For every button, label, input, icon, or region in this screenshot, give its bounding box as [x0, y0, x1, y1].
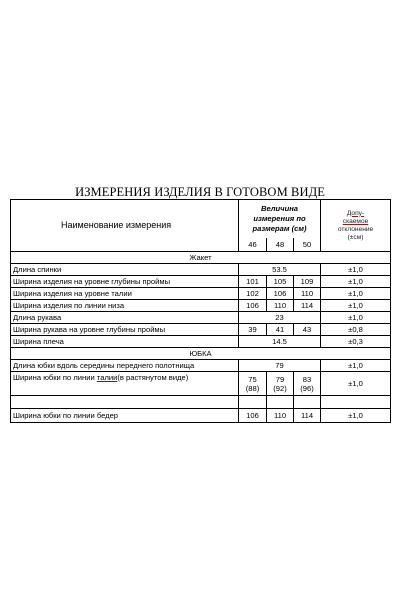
size-column-header: Величина измерения по размерам (см)	[239, 200, 321, 238]
section-title: ЮБКА	[11, 348, 391, 360]
measure-label: Ширина изделия на уровне глубины проймы	[11, 276, 239, 288]
measure-value-main: 75	[248, 374, 257, 384]
measure-value: 43	[294, 324, 321, 336]
section-row-skirt	[11, 348, 391, 360]
tolerance-value: ±1,0	[321, 264, 391, 276]
empty-cell	[11, 396, 239, 409]
tolerance-label-4: (±см)	[347, 233, 364, 241]
tolerance-column-header	[321, 200, 391, 252]
table-row	[11, 336, 391, 348]
measure-value	[294, 372, 321, 396]
tolerance-label-2: скаемое	[342, 217, 369, 225]
tolerance-value: ±1,0	[321, 276, 391, 288]
tolerance-value: ±1,0	[321, 300, 391, 312]
measure-value	[267, 372, 294, 396]
measure-value: 105	[267, 276, 294, 288]
table-row-spacer	[11, 396, 391, 409]
measure-label: Длина спинки	[11, 264, 239, 276]
measure-label: Ширина рукава на уровне глубины проймы	[11, 324, 239, 336]
empty-cell	[267, 396, 294, 409]
tolerance-value: ±0,8	[321, 324, 391, 336]
table-row	[11, 409, 391, 423]
measure-value: 114	[294, 409, 321, 423]
table-row	[11, 360, 391, 372]
measure-value: 14.5	[239, 336, 321, 348]
table-row	[11, 264, 391, 276]
measure-value: 114	[294, 300, 321, 312]
table-row	[11, 372, 391, 396]
measure-value-stretched: (88)	[245, 383, 260, 393]
table-row	[11, 312, 391, 324]
measure-value: 106	[267, 288, 294, 300]
tolerance-label-3: отклонение	[337, 225, 374, 233]
measure-label: Ширина изделия по линии низа	[11, 300, 239, 312]
measure-value: 41	[267, 324, 294, 336]
empty-cell	[239, 396, 267, 409]
empty-cell	[294, 396, 321, 409]
measure-label: Длина юбки вдоль середины переднего полотнища	[11, 360, 239, 372]
table-row	[11, 288, 391, 300]
section-title: Жакет	[11, 252, 391, 264]
table-row	[11, 276, 391, 288]
size-46-header: 46	[239, 238, 267, 252]
measure-label-part: талии	[96, 373, 118, 382]
tolerance-value: ±1,0	[321, 409, 391, 423]
measure-value: 101	[239, 276, 267, 288]
measure-value: 109	[294, 276, 321, 288]
section-row-jacket	[11, 252, 391, 264]
measure-value-main: 79	[275, 374, 285, 384]
tolerance-value: ±1,0	[321, 360, 391, 372]
measure-value: 106	[239, 409, 267, 423]
measure-value-stretched: (96)	[300, 383, 314, 393]
measure-value: 23	[239, 312, 321, 324]
size-50-header: 50	[294, 238, 321, 252]
measure-label-part: Ширина юбки по линии	[13, 373, 97, 382]
measure-label: Ширина юбки по линии бедер	[11, 409, 239, 423]
measure-value: 110	[294, 288, 321, 300]
measure-label-part: (в растянутом виде)	[117, 373, 189, 382]
measure-label	[11, 372, 239, 396]
measure-value: 102	[239, 288, 267, 300]
measure-value-main: 83	[302, 374, 312, 384]
measure-value: 110	[267, 300, 294, 312]
page-title: ИЗМЕРЕНИЯ ИЗДЕЛИЯ В ГОТОВОМ ВИДЕ	[75, 185, 325, 199]
measure-value: 53.5	[239, 264, 321, 276]
measure-value: 39	[239, 324, 267, 336]
measure-label: Ширина плеча	[11, 336, 239, 348]
tolerance-label-1: Допу-	[346, 209, 365, 217]
tolerance-value: ±1,0	[321, 372, 391, 396]
tolerance-value: ±1,0	[321, 288, 391, 300]
table-row	[11, 324, 391, 336]
table-row	[11, 300, 391, 312]
tolerance-value: ±0,3	[321, 336, 391, 348]
measure-value-stretched: (92)	[273, 383, 287, 393]
measure-value	[239, 372, 267, 396]
measure-label: Длина рукава	[11, 312, 239, 324]
measure-value: 110	[267, 409, 294, 423]
empty-cell	[321, 396, 391, 409]
measure-label: Ширина изделия на уровне талии	[11, 288, 239, 300]
measurements-table	[10, 199, 390, 423]
tolerance-value: ±1,0	[321, 312, 391, 324]
name-column-header: Наименование измерения	[11, 200, 239, 252]
measure-value: 106	[239, 300, 267, 312]
measure-value: 79	[239, 360, 321, 372]
size-48-header: 48	[267, 238, 294, 252]
